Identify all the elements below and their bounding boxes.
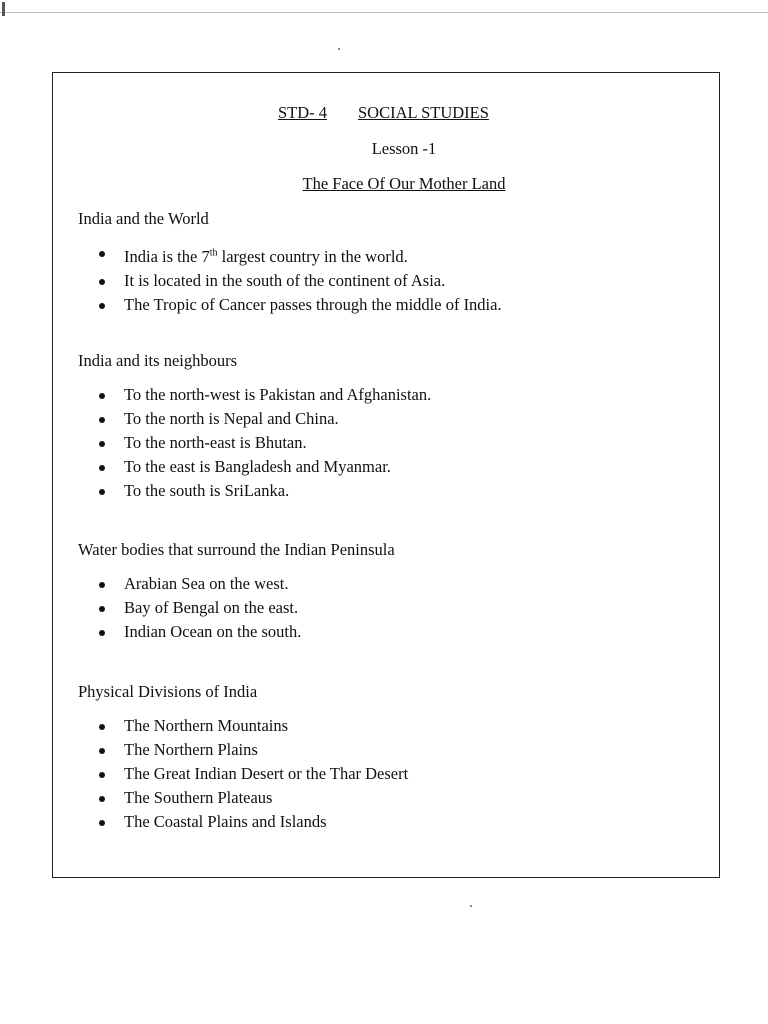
list-item (78, 455, 698, 479)
section-title: India and its neighbours (78, 351, 238, 370)
section-physical-divisions (78, 682, 698, 834)
list-item-text: The Great Indian Desert or the Thar Desert (124, 764, 409, 783)
bullet-icon (99, 489, 105, 495)
list-item (78, 241, 698, 269)
list-item (78, 738, 698, 762)
section-title: Physical Divisions of India (78, 682, 258, 701)
bullet-icon (99, 303, 105, 309)
bullet-icon (99, 748, 105, 754)
subject-label: SOCIAL STUDIES (358, 103, 489, 122)
list-item (78, 407, 698, 431)
bullet-icon (99, 393, 105, 399)
list-item-text: It is located in the south of the continent of Asia. (124, 270, 446, 290)
bullet-icon (99, 441, 105, 447)
scan-corner-mark (2, 2, 5, 16)
list-item (78, 762, 698, 786)
list-item (78, 714, 698, 738)
list-item-text: The Northern Plains (124, 740, 258, 759)
list-item (78, 620, 698, 644)
list-item-text: The Northern Mountains (124, 716, 289, 735)
list-item-text: The Southern Plateaus (124, 788, 273, 807)
section-water-bodies (78, 540, 698, 644)
bullet-icon (99, 465, 105, 471)
list-item (78, 479, 698, 503)
scan-speck (338, 48, 340, 50)
scan-edge-line (0, 12, 768, 13)
section-title: India and the World (78, 209, 209, 228)
list-item (78, 269, 698, 293)
bullet-list (78, 383, 698, 503)
list-item-text: Indian Ocean on the south. (124, 622, 302, 641)
bullet-icon (99, 251, 105, 257)
list-item (78, 572, 698, 596)
list-item-text: Bay of Bengal on the east. (124, 598, 299, 617)
bullet-icon (99, 606, 105, 612)
list-item (78, 383, 698, 407)
bullet-icon (99, 279, 105, 285)
bullet-list (78, 241, 698, 317)
list-item-text: India is the 7th largest country in the world. (124, 246, 408, 266)
list-item (78, 293, 698, 317)
list-item-text: To the north-east is Bhutan. (124, 433, 307, 452)
list-item (78, 431, 698, 455)
document-frame (52, 72, 720, 878)
bullet-icon (99, 630, 105, 636)
list-item (78, 786, 698, 810)
list-item-text: To the north-west is Pakistan and Afghanistan. (124, 385, 432, 404)
list-item-text: Arabian Sea on the west. (124, 574, 289, 593)
list-item-text: The Coastal Plains and Islands (124, 812, 327, 831)
bullet-icon (99, 820, 105, 826)
section-title: Water bodies that surround the Indian Peninsula (78, 540, 395, 559)
list-item-text: To the east is Bangladesh and Myanmar. (124, 457, 391, 476)
section-india-and-the-world (78, 209, 698, 317)
list-item (78, 596, 698, 620)
bullet-icon (99, 582, 105, 588)
bullet-list (78, 714, 698, 834)
section-india-and-its-neighbours (78, 351, 698, 503)
bullet-icon (99, 417, 105, 423)
list-item-text: To the south is SriLanka. (124, 481, 290, 500)
lesson-title: The Face Of Our Mother Land (302, 174, 506, 193)
scan-speck (470, 905, 472, 907)
bullet-list (78, 572, 698, 644)
list-item (78, 810, 698, 834)
lesson-label: Lesson -1 (371, 139, 437, 158)
list-item-text: To the north is Nepal and China. (124, 409, 339, 428)
bullet-icon (99, 724, 105, 730)
grade-label: STD- 4 (278, 103, 328, 122)
bullet-icon (99, 796, 105, 802)
list-item-text: The Tropic of Cancer passes through the middle of India. (124, 294, 502, 314)
bullet-icon (99, 772, 105, 778)
